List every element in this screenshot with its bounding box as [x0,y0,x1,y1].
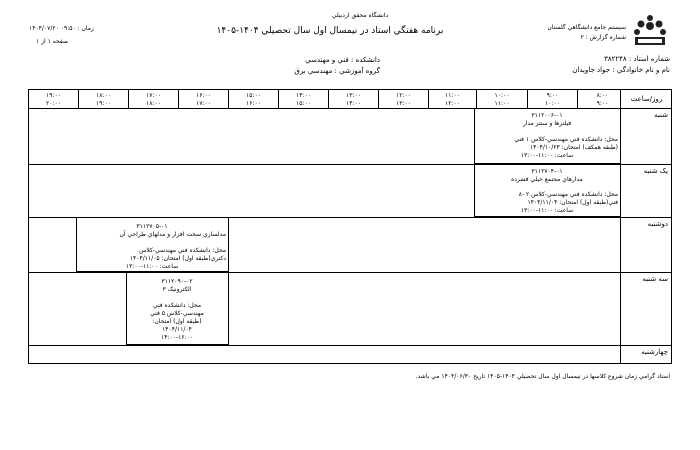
course-exam-date: ۱۴۰۴/۱۱/۰۴ [162,326,192,333]
time-slot-header: ۱۵:۰۰ ۱۶:۰۰ [246,92,261,107]
time-slot-header: ۱۰:۰۰ ۱۱:۰۰ [494,92,510,107]
row-divider [28,272,672,273]
course-location: محل: دانشکده فني مهندسي-کلاس ۲ -۸ [518,191,618,198]
professor-name: نام و نام خانوادگي : جواد جاويدان [572,66,670,74]
time-slot-header: ۸:۰۰ ۹:۰۰ [596,92,609,107]
course-block[interactable] [126,272,229,345]
course-block[interactable] [76,217,229,272]
time-slot-header: ۹:۰۰ ۱۰:۰۰ [545,92,560,107]
department: گروه آموزشي : مهندسي برق [294,67,380,75]
course-block[interactable] [474,164,621,217]
time-slot-header: ۱۸:۰۰ ۱۹:۰۰ [96,92,111,107]
row-divider [28,345,672,346]
time-slot-header: ۱۶:۰۰ ۱۷:۰۰ [196,92,211,107]
university-logo-icon [629,13,671,53]
course-exam: (طبقه اول) امتحان: [152,318,202,325]
professor-number: شماره استاد : ۳۸۲۲۴۸ [604,55,670,63]
faculty: دانشکده : فني و مهندسي [305,56,380,64]
time-slot-header: ۱۱:۰۰ ۱۲:۰۰ [445,92,460,107]
day-label: شنبه [654,111,668,119]
course-exam: فني(طبقه اول) امتحان: ۱۴۰۴/۱۱/۰۴ [527,199,618,206]
report-number: شماره گزارش : ۲ [580,34,626,41]
day-label: سه شنبه [642,275,668,283]
time-slot-header: ۱۹:۰۰ ۲۰:۰۰ [46,92,61,107]
course-exam: (طبقه همکف) امتحان: ۱۴۰۴/۱۰/۲۳ [529,144,618,151]
time-slot-header: ۱۴:۰۰ ۱۵:۰۰ [296,92,311,107]
course-exam-time: ساعت: ۱۱:۰۰-۱۳:۰۰ [520,207,574,214]
time-slot-header: ۱۳:۰۰ ۱۴:۰۰ [346,92,361,107]
day-label: چهارشنبه [641,348,668,356]
course-code: ۳۱۱۲۰۰۶-۰۱ [531,112,563,119]
day-label: دوشنبه [647,220,668,228]
course-exam-time: ساعت: ۱۱:۰۰-۱۳:۰۰ [125,263,179,270]
footer-note: استاد گرامي زمان شروع کلاسها در نيمسال اول سال تحصيلي ۱۴۰۴-۱۴۰۵ تاريخ ۱۴۰۴/۰۶/۳۰ مي باشد. [415,373,670,380]
course-code: ۳۱۱۲۰۹۰-۰۲ [161,278,193,285]
course-title: الکترونيک ۳ [162,286,192,293]
report-time: زمان : ۰۹:۵۰ ۱۴۰۴/۰۷/۲۰ [29,25,94,32]
course-location: محل: دانشکده فني مهندسي-کلاس [139,247,226,254]
day-label: يک شنبه [643,167,668,175]
system-name: سيستم جامع دانشگاهي گلستان [547,24,626,31]
course-title: مدلسازي سخت افزار و مدلهاي طراحي آن [119,231,226,238]
course-block[interactable] [474,108,621,164]
course-location: مهندسي-کلاس ۵ فني [150,310,204,317]
page-title: برنامه هفتگي استاد در نيمسال اول سال تحصيلي ۱۴۰۴-۱۴۰۵ [216,26,444,36]
course-location: محل: دانشکده فني مهندسي-کلاس ۱ فني [514,136,618,143]
time-slot-header: ۱۲:۰۰ ۱۳:۰۰ [396,92,411,107]
corner-label: روز/ساعت [630,95,663,103]
course-title: فيلترها و سنتز مدار [522,120,572,127]
course-exam-time: ساعت: ۱۱:۰۰-۱۳:۰۰ [520,152,574,159]
time-slot-header: ۱۷:۰۰ ۱۸:۰۰ [146,92,161,107]
course-exam-time: ۱۴:۰۰-۱۶:۰۰ [161,334,193,341]
page-number: صفحه ۱ از ۱ [36,38,68,45]
course-code: ۳۱۱۲۷۰۵-۰۱ [136,223,168,230]
university-name: دانشگاه محقق اردبیلي [331,12,389,19]
course-title: مدارهاي مجتمع خيلي فشرده [511,176,583,183]
course-exam: دکتري(طبقه اول) امتحان: ۱۴۰۴/۱۱/۰۵ [129,255,226,262]
course-code: ۳۱۱۲۷۰۴-۰۱ [531,168,563,175]
course-location: محل: دانشکده فني [152,302,202,309]
